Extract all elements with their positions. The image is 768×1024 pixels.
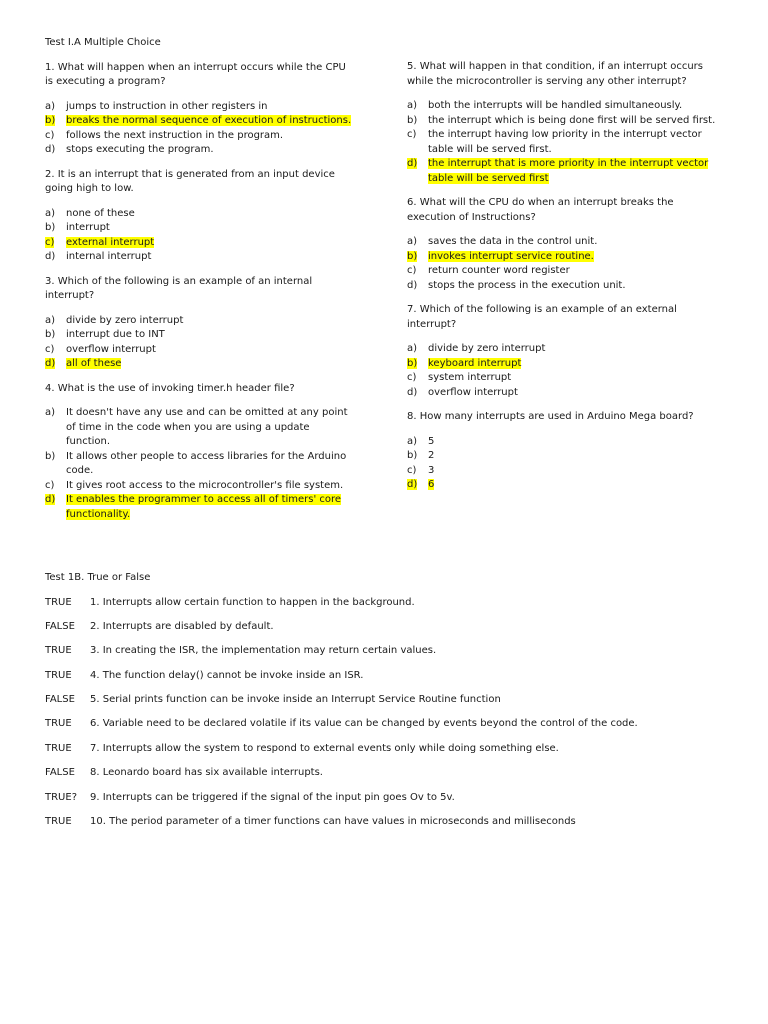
option-letter-text: b)	[407, 114, 418, 126]
option-letter-text: c)	[407, 464, 417, 476]
option-text-content: 5	[428, 435, 435, 447]
answer-option	[407, 128, 725, 157]
left-question-list	[45, 61, 355, 523]
option-letter	[407, 279, 428, 294]
answer-option	[45, 328, 355, 343]
option-text-content: external interrupt	[66, 236, 155, 248]
right-question-list	[407, 60, 725, 493]
option-text-content: interrupt	[66, 222, 110, 233]
option-text	[66, 343, 355, 358]
test-a-title: Test I.A Multiple Choice	[45, 37, 161, 48]
option-letter	[407, 250, 428, 265]
statement-text: 4. The function delay() cannot be invoke inside an ISR.	[90, 669, 364, 681]
option-letter-text: c)	[407, 265, 417, 276]
option-text	[428, 464, 725, 479]
option-text-content: 6	[428, 479, 435, 490]
option-text-content: It allows other people to access libraries for the Arduino code.	[66, 450, 347, 476]
option-text	[428, 114, 725, 129]
option-letter	[407, 449, 428, 464]
option-text-content: the interrupt having low priority in the interrupt vector table will be served first.	[428, 129, 702, 155]
option-text	[66, 129, 355, 144]
option-text	[66, 250, 355, 265]
option-text	[428, 386, 725, 401]
option-letter	[45, 143, 66, 158]
option-text	[66, 479, 355, 494]
option-text	[66, 221, 355, 236]
question	[45, 61, 355, 158]
question-text: 6. What will the CPU do when an interrupt breaks the execution of Instructions?	[407, 197, 674, 223]
option-letter	[407, 99, 428, 114]
option-letter	[45, 250, 66, 265]
option-text-content: It gives root access to the microcontroller's file system.	[66, 479, 344, 491]
option-text	[428, 128, 725, 157]
option-letter-text: d)	[45, 358, 56, 369]
answer-label: TRUE	[45, 718, 72, 730]
option-letter	[45, 100, 66, 115]
option-letter-text: a)	[45, 207, 56, 219]
answer-label: FALSE	[45, 620, 75, 632]
option-letter	[407, 128, 428, 157]
option-text	[428, 279, 725, 294]
answer-option	[45, 250, 355, 265]
answer-option-highlighted	[45, 357, 355, 372]
answer-label: TRUE	[45, 669, 72, 681]
option-letter-text: a)	[407, 435, 418, 447]
true-false-row	[45, 815, 745, 839]
option-letter	[407, 386, 428, 401]
option-list	[407, 235, 725, 293]
option-letter-text: a)	[45, 314, 56, 326]
option-letter-text: a)	[45, 100, 56, 112]
true-false-list	[45, 596, 745, 840]
question	[407, 196, 725, 293]
option-text-content: breaks the normal sequence of execution of instructions.	[66, 115, 352, 126]
option-text-content: stops the process in the execution unit.	[428, 279, 626, 291]
true-false-row	[45, 717, 745, 741]
answer-option-highlighted	[407, 157, 725, 186]
option-text	[66, 493, 355, 522]
option-letter	[407, 264, 428, 279]
option-letter	[45, 236, 66, 251]
true-false-row	[45, 742, 745, 766]
option-letter	[45, 129, 66, 144]
option-letter	[407, 464, 428, 479]
answer-option-highlighted	[407, 250, 725, 265]
option-list	[407, 99, 725, 186]
answer-option	[407, 235, 725, 250]
answer-option	[407, 464, 725, 479]
option-letter-text: d)	[407, 158, 418, 169]
option-letter	[45, 328, 66, 343]
option-text-content: interrupt due to INT	[66, 329, 165, 340]
option-list	[407, 435, 725, 493]
true-false-row	[45, 620, 745, 644]
true-false-row	[45, 596, 745, 620]
option-text-content: overflow interrupt	[428, 386, 518, 398]
option-letter-text: d)	[407, 279, 418, 291]
true-false-row	[45, 644, 745, 668]
option-letter-text: b)	[45, 222, 56, 233]
option-text	[66, 314, 355, 329]
question	[45, 168, 355, 265]
option-text	[66, 143, 355, 158]
option-text	[66, 357, 355, 372]
option-letter	[45, 314, 66, 329]
option-letter-text: c)	[407, 372, 417, 383]
true-false-section	[45, 571, 745, 839]
option-text-content: saves the data in the control unit.	[428, 236, 598, 247]
option-text-content: 2	[428, 450, 435, 461]
option-text-content: overflow interrupt	[66, 343, 156, 355]
question-text: 1. What will happen when an interrupt occurs while the CPU is executing a program?	[45, 61, 346, 87]
option-text-content: both the interrupts will be handled simultaneously.	[428, 100, 683, 111]
option-list	[45, 314, 355, 372]
statement-text: 8. Leonardo board has six available interrupts.	[90, 767, 323, 779]
answer-option-highlighted	[407, 478, 725, 493]
option-letter-text: a)	[407, 343, 418, 354]
question-text: 4. What is the use of invoking timer.h header file?	[45, 382, 295, 394]
option-text	[428, 449, 725, 464]
option-letter	[45, 406, 66, 450]
true-false-row	[45, 693, 745, 717]
option-text	[66, 207, 355, 222]
question	[45, 275, 355, 372]
option-letter-text: c)	[45, 479, 55, 491]
question	[407, 410, 725, 493]
option-text	[428, 235, 725, 250]
option-text-content: jumps to instruction in other registers in	[66, 100, 268, 112]
answer-option	[407, 99, 725, 114]
option-text-content: stops executing the program.	[66, 144, 214, 155]
option-letter-text: a)	[407, 236, 418, 247]
answer-label: TRUE	[45, 816, 72, 828]
option-list	[45, 406, 355, 522]
option-text	[66, 406, 355, 450]
answer-label: TRUE	[45, 596, 72, 608]
option-text	[428, 157, 725, 186]
question-text: 3. Which of the following is an example of an internal interrupt?	[45, 275, 313, 301]
question-text: 2. It is an interrupt that is generated from an input device going high to low.	[45, 168, 335, 194]
answer-option	[407, 264, 725, 279]
option-letter-text: c)	[407, 129, 417, 140]
question-text: 8. How many interrupts are used in Arduino Mega board?	[407, 411, 694, 422]
answer-option	[407, 114, 725, 129]
answer-option	[45, 207, 355, 222]
answer-label: TRUE?	[45, 791, 78, 803]
option-letter	[407, 235, 428, 250]
answer-option	[407, 435, 725, 450]
left-column	[45, 36, 355, 532]
option-letter-text: a)	[45, 407, 56, 418]
option-letter-text: b)	[407, 250, 418, 262]
true-false-row	[45, 766, 745, 790]
option-text-content: divide by zero interrupt	[428, 343, 546, 354]
option-text-content: invokes interrupt service routine.	[428, 250, 594, 262]
option-list	[45, 207, 355, 265]
question	[407, 60, 725, 186]
statement-text: 9. Interrupts can be triggered if the signal of the input pin goes Ov to 5v.	[90, 791, 455, 803]
option-letter	[45, 450, 66, 479]
answer-option-highlighted	[45, 236, 355, 251]
option-text-content: the interrupt that is more priority in the interrupt vector table will be served first	[428, 158, 709, 184]
answer-option-highlighted	[45, 114, 355, 129]
true-false-row	[45, 669, 745, 693]
option-letter	[45, 479, 66, 494]
option-letter	[407, 157, 428, 186]
answer-option	[407, 279, 725, 294]
answer-label: TRUE	[45, 742, 72, 754]
option-letter-text: a)	[407, 100, 418, 111]
option-text-content: the interrupt which is being done first will be served first.	[428, 114, 716, 126]
question-text: 7. Which of the following is an example of an external interrupt?	[407, 304, 677, 330]
option-text-content: none of these	[66, 207, 135, 219]
option-text-content: return counter word register	[428, 265, 570, 276]
answer-label: FALSE	[45, 767, 75, 779]
question	[407, 303, 725, 400]
answer-label: FALSE	[45, 694, 75, 706]
option-letter-text: c)	[45, 236, 55, 248]
option-letter-text: d)	[45, 144, 56, 155]
option-text-content: It enables the programmer to access all of timers' core functionality.	[66, 494, 342, 520]
option-letter-text: b)	[45, 115, 56, 126]
option-text	[428, 435, 725, 450]
option-text-content: 3	[428, 464, 435, 476]
answer-option	[407, 386, 725, 401]
option-letter	[45, 343, 66, 358]
option-letter-text: d)	[45, 494, 56, 505]
option-letter	[45, 357, 66, 372]
question	[45, 382, 355, 523]
option-text-content: internal interrupt	[66, 251, 152, 262]
answer-option-highlighted	[407, 357, 725, 372]
answer-option	[407, 342, 725, 357]
option-text-content: It doesn't have any use and can be omitted at any point of time in the code when you are using a update function.	[66, 407, 348, 447]
statement-text: 6. Variable need to be declared volatile if its value can be changed by events beyond the control of the code.	[90, 718, 638, 730]
answer-option	[45, 343, 355, 358]
right-column	[407, 60, 725, 503]
option-text	[428, 342, 725, 357]
statement-text: 1. Interrupts allow certain function to happen in the background.	[90, 596, 415, 608]
option-letter	[407, 371, 428, 386]
option-letter-text: b)	[407, 357, 418, 369]
option-letter	[407, 114, 428, 129]
question-text: 5. What will happen in that condition, if an interrupt occurs while the microcontroller is serving any other interrupt?	[407, 61, 703, 87]
option-letter-text: c)	[45, 129, 55, 141]
option-text	[66, 328, 355, 343]
statement-text: 2. Interrupts are disabled by default.	[90, 620, 274, 632]
answer-option	[45, 406, 355, 450]
answer-option	[45, 314, 355, 329]
option-letter-text: d)	[407, 479, 418, 490]
answer-label: TRUE	[45, 645, 72, 657]
option-letter	[45, 493, 66, 522]
statement-text: 7. Interrupts allow the system to respond to external events only while doing something else.	[90, 742, 559, 754]
option-letter-text: b)	[45, 450, 56, 462]
answer-option	[45, 100, 355, 115]
option-text	[428, 357, 725, 372]
statement-text: 10. The period parameter of a timer functions can have values in microseconds and milliseconds	[90, 816, 576, 828]
option-letter-text: b)	[407, 450, 418, 461]
option-letter-text: d)	[407, 386, 418, 398]
answer-option	[45, 450, 355, 479]
option-letter	[45, 207, 66, 222]
option-text-content: system interrupt	[428, 372, 512, 383]
option-text-content: keyboard interrupt	[428, 357, 522, 369]
option-text	[66, 114, 355, 129]
option-letter	[407, 435, 428, 450]
option-text	[428, 250, 725, 265]
answer-option-highlighted	[45, 493, 355, 522]
answer-option	[45, 129, 355, 144]
answer-option	[45, 479, 355, 494]
option-text	[428, 99, 725, 114]
answer-option	[45, 221, 355, 236]
option-text	[66, 100, 355, 115]
option-letter-text: d)	[45, 251, 56, 262]
option-list	[45, 100, 355, 158]
true-false-row	[45, 791, 745, 815]
option-text	[66, 450, 355, 479]
option-text	[66, 236, 355, 251]
test-b-title: Test 1B. True or False	[45, 572, 151, 583]
option-letter	[407, 478, 428, 493]
option-letter-text: c)	[45, 343, 55, 355]
option-text-content: divide by zero interrupt	[66, 314, 184, 326]
option-text	[428, 264, 725, 279]
answer-option	[407, 449, 725, 464]
option-letter	[45, 114, 66, 129]
option-letter-text: b)	[45, 329, 56, 340]
answer-option	[407, 371, 725, 386]
option-letter	[45, 221, 66, 236]
option-letter	[407, 342, 428, 357]
option-text-content: all of these	[66, 358, 122, 369]
option-text-content: follows the next instruction in the program.	[66, 129, 284, 141]
answer-option	[45, 143, 355, 158]
option-text	[428, 478, 725, 493]
statement-text: 5. Serial prints function can be invoke inside an Interrupt Service Routine function	[90, 694, 501, 706]
option-text	[428, 371, 725, 386]
option-list	[407, 342, 725, 400]
option-letter	[407, 357, 428, 372]
statement-text: 3. In creating the ISR, the implementation may return certain values.	[90, 645, 437, 657]
